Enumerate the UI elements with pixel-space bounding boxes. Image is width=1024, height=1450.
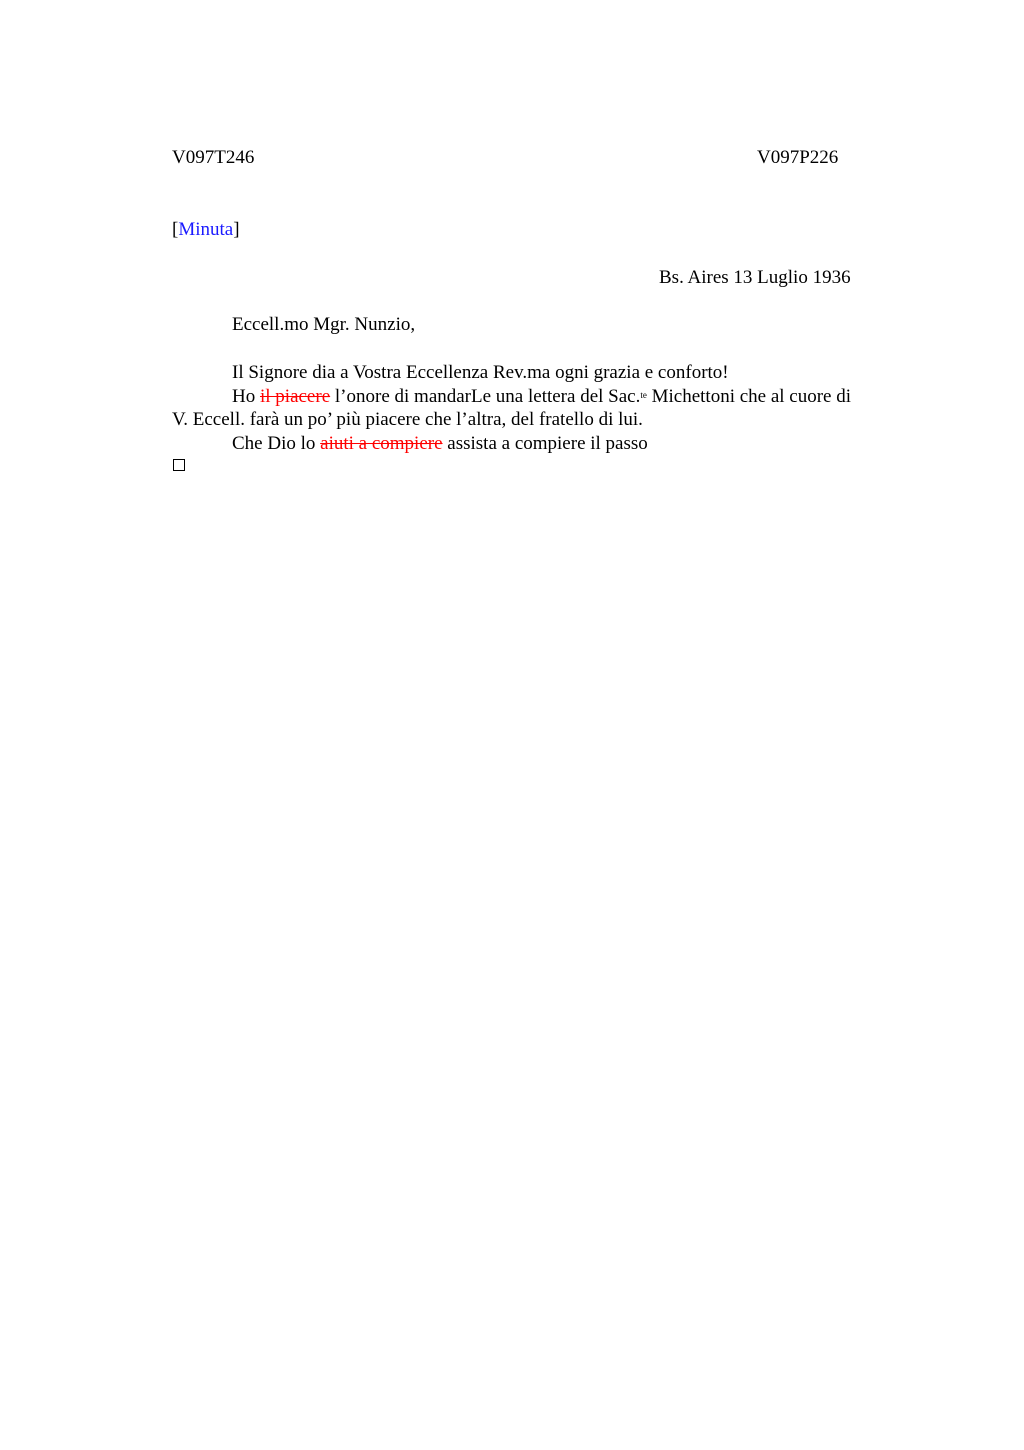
deleted-text-1: il piacere [259,386,331,407]
paragraph-2-middle: l’onore di mandarLe una lettera del Sac. [330,386,641,407]
open-bracket: [ [172,219,179,240]
paragraph-2-line-2: V. Eccell. farà un po’ più piacere che l’altra, del fratello di lui. [172,409,643,430]
paragraph-3 [232,432,648,456]
paragraph-2-start: Ho [232,386,260,407]
paragraph-3-start: Che Dio lo [232,433,321,454]
letter-date: Bs. Aires 13 Luglio 1936 [659,267,851,288]
paragraph-2-line-1 [232,385,851,409]
paragraph-2-end: Michettoni che al cuore di [646,386,852,407]
document-code-right: V097P226 [757,147,839,168]
deleted-text-2: aiuti a compiere [320,433,443,454]
minuta-link[interactable]: Minuta [178,219,234,240]
document-code-left: V097T246 [172,147,255,168]
minuta-label [172,218,240,242]
paragraph-3-end: assista a compiere il passo [442,433,648,454]
letter-salutation: Eccell.mo Mgr. Nunzio, [232,314,416,335]
end-marker-square-icon [173,459,185,471]
close-bracket: ] [233,219,240,240]
paragraph-1: Il Signore dia a Vostra Eccellenza Rev.ma ogni grazia e conforto! [232,362,729,383]
abbreviation-superscript: te [640,390,647,400]
